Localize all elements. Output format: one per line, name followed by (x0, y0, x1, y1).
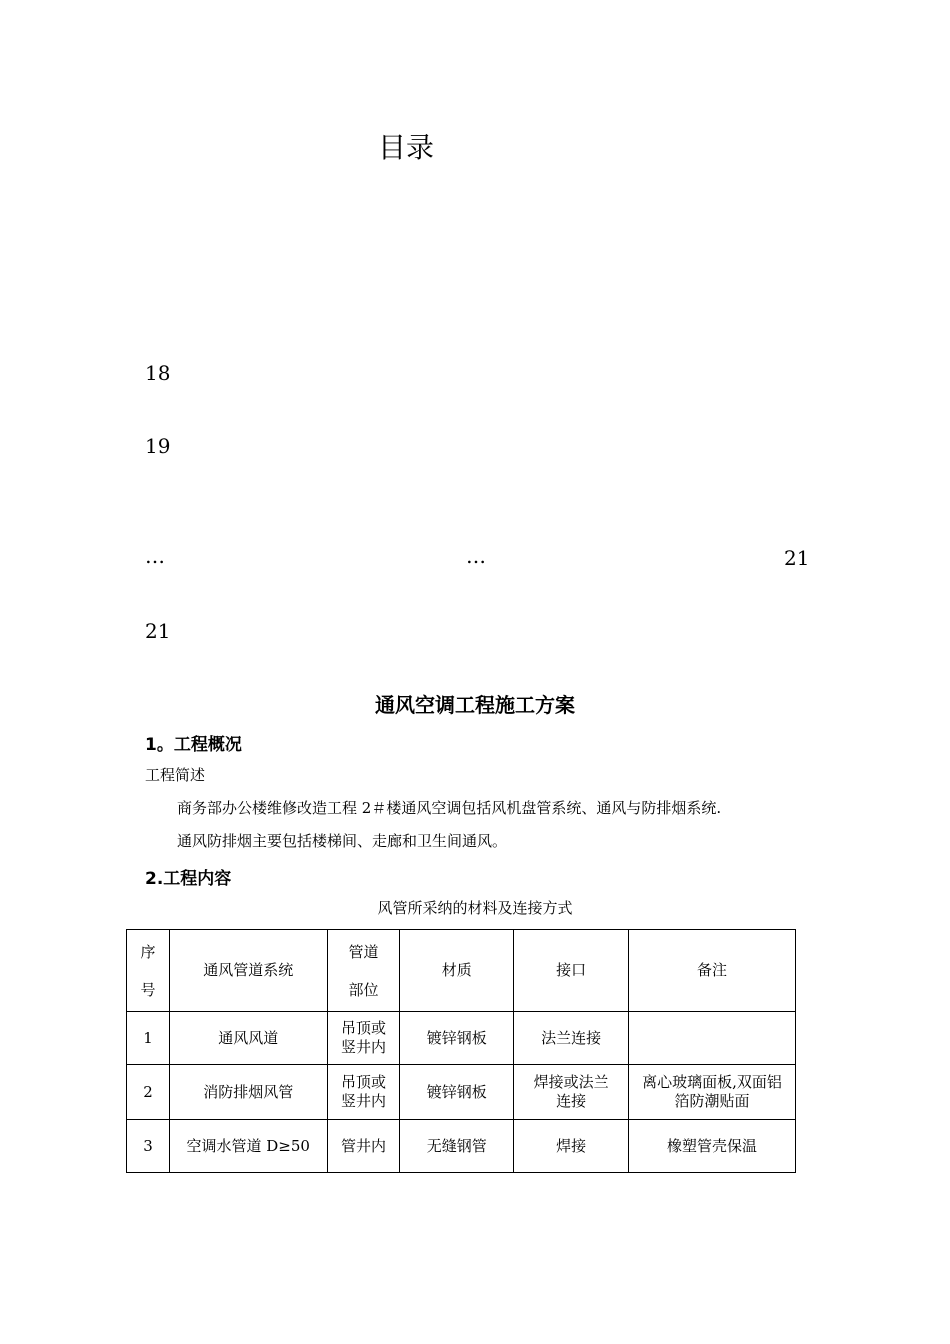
toc-entry-8-page: 21 (784, 546, 810, 570)
section-1-heading: 1。工程概况 (145, 735, 242, 755)
table-cell: 空调水管道 D≥50 (169, 1120, 327, 1173)
table-cell: 镀锌钢板 (400, 1065, 514, 1120)
toc-entry-8-leader-mid: … (466, 544, 486, 568)
toc-entry-5-continuation: 18 (145, 361, 171, 385)
table-cell: 2 (127, 1065, 170, 1120)
table-cell: 离心玻璃面板,双面铝箔防潮贴面 (629, 1065, 796, 1120)
header-cell: 接口 (514, 930, 629, 1012)
toc-entry-9-continuation: 21 (145, 619, 171, 643)
header-cell: 材质 (400, 930, 514, 1012)
table-cell: 1 (127, 1012, 170, 1065)
table-row (127, 1012, 796, 1065)
table-cell: 法兰连接 (514, 1012, 629, 1065)
table-caption: 风管所采纳的材料及连接方式 (377, 899, 573, 917)
document-title: 通风空调工程施工方案 (375, 693, 575, 717)
table-row (127, 1120, 796, 1173)
table-cell: 通风风道 (169, 1012, 327, 1065)
header-cell: 管道部位 (327, 930, 400, 1012)
table-cell: 镀锌钢板 (400, 1012, 514, 1065)
table-cell: 3 (127, 1120, 170, 1173)
header-cell: 备注 (629, 930, 796, 1012)
table-cell: 吊顶或竖井内 (327, 1065, 400, 1120)
table-cell: 焊接或法兰连接 (514, 1065, 629, 1120)
table-cell: 橡塑管壳保温 (629, 1120, 796, 1173)
table-cell (629, 1012, 796, 1065)
header-cell: 通风管道系统 (169, 930, 327, 1012)
table-cell: 管井内 (327, 1120, 400, 1173)
table-cell: 焊接 (514, 1120, 629, 1173)
section-2-heading: 2.工程内容 (145, 869, 232, 889)
table-cell: 吊顶或竖井内 (327, 1012, 400, 1065)
section-1-paragraph-2: 通风防排烟主要包括楼梯间、走廊和卫生间通风。 (177, 832, 508, 850)
toc-title: 目录 (377, 131, 434, 164)
table-row (127, 1065, 796, 1120)
table-cell: 消防排烟风管 (169, 1065, 327, 1120)
toc-entry-8-leader-left: … (145, 544, 165, 568)
table-header-row (127, 930, 796, 1012)
toc-entry-6-continuation: 19 (145, 434, 171, 458)
section-1-paragraph-1: 商务部办公楼维修改造工程 2＃楼通风空调包括风机盘管系统、通风与防排烟系统. (177, 799, 722, 817)
table-cell: 无缝钢管 (400, 1120, 514, 1173)
materials-table (126, 929, 796, 1173)
header-cell: 序号 (127, 930, 170, 1012)
section-1-subheading: 工程简述 (145, 766, 206, 784)
